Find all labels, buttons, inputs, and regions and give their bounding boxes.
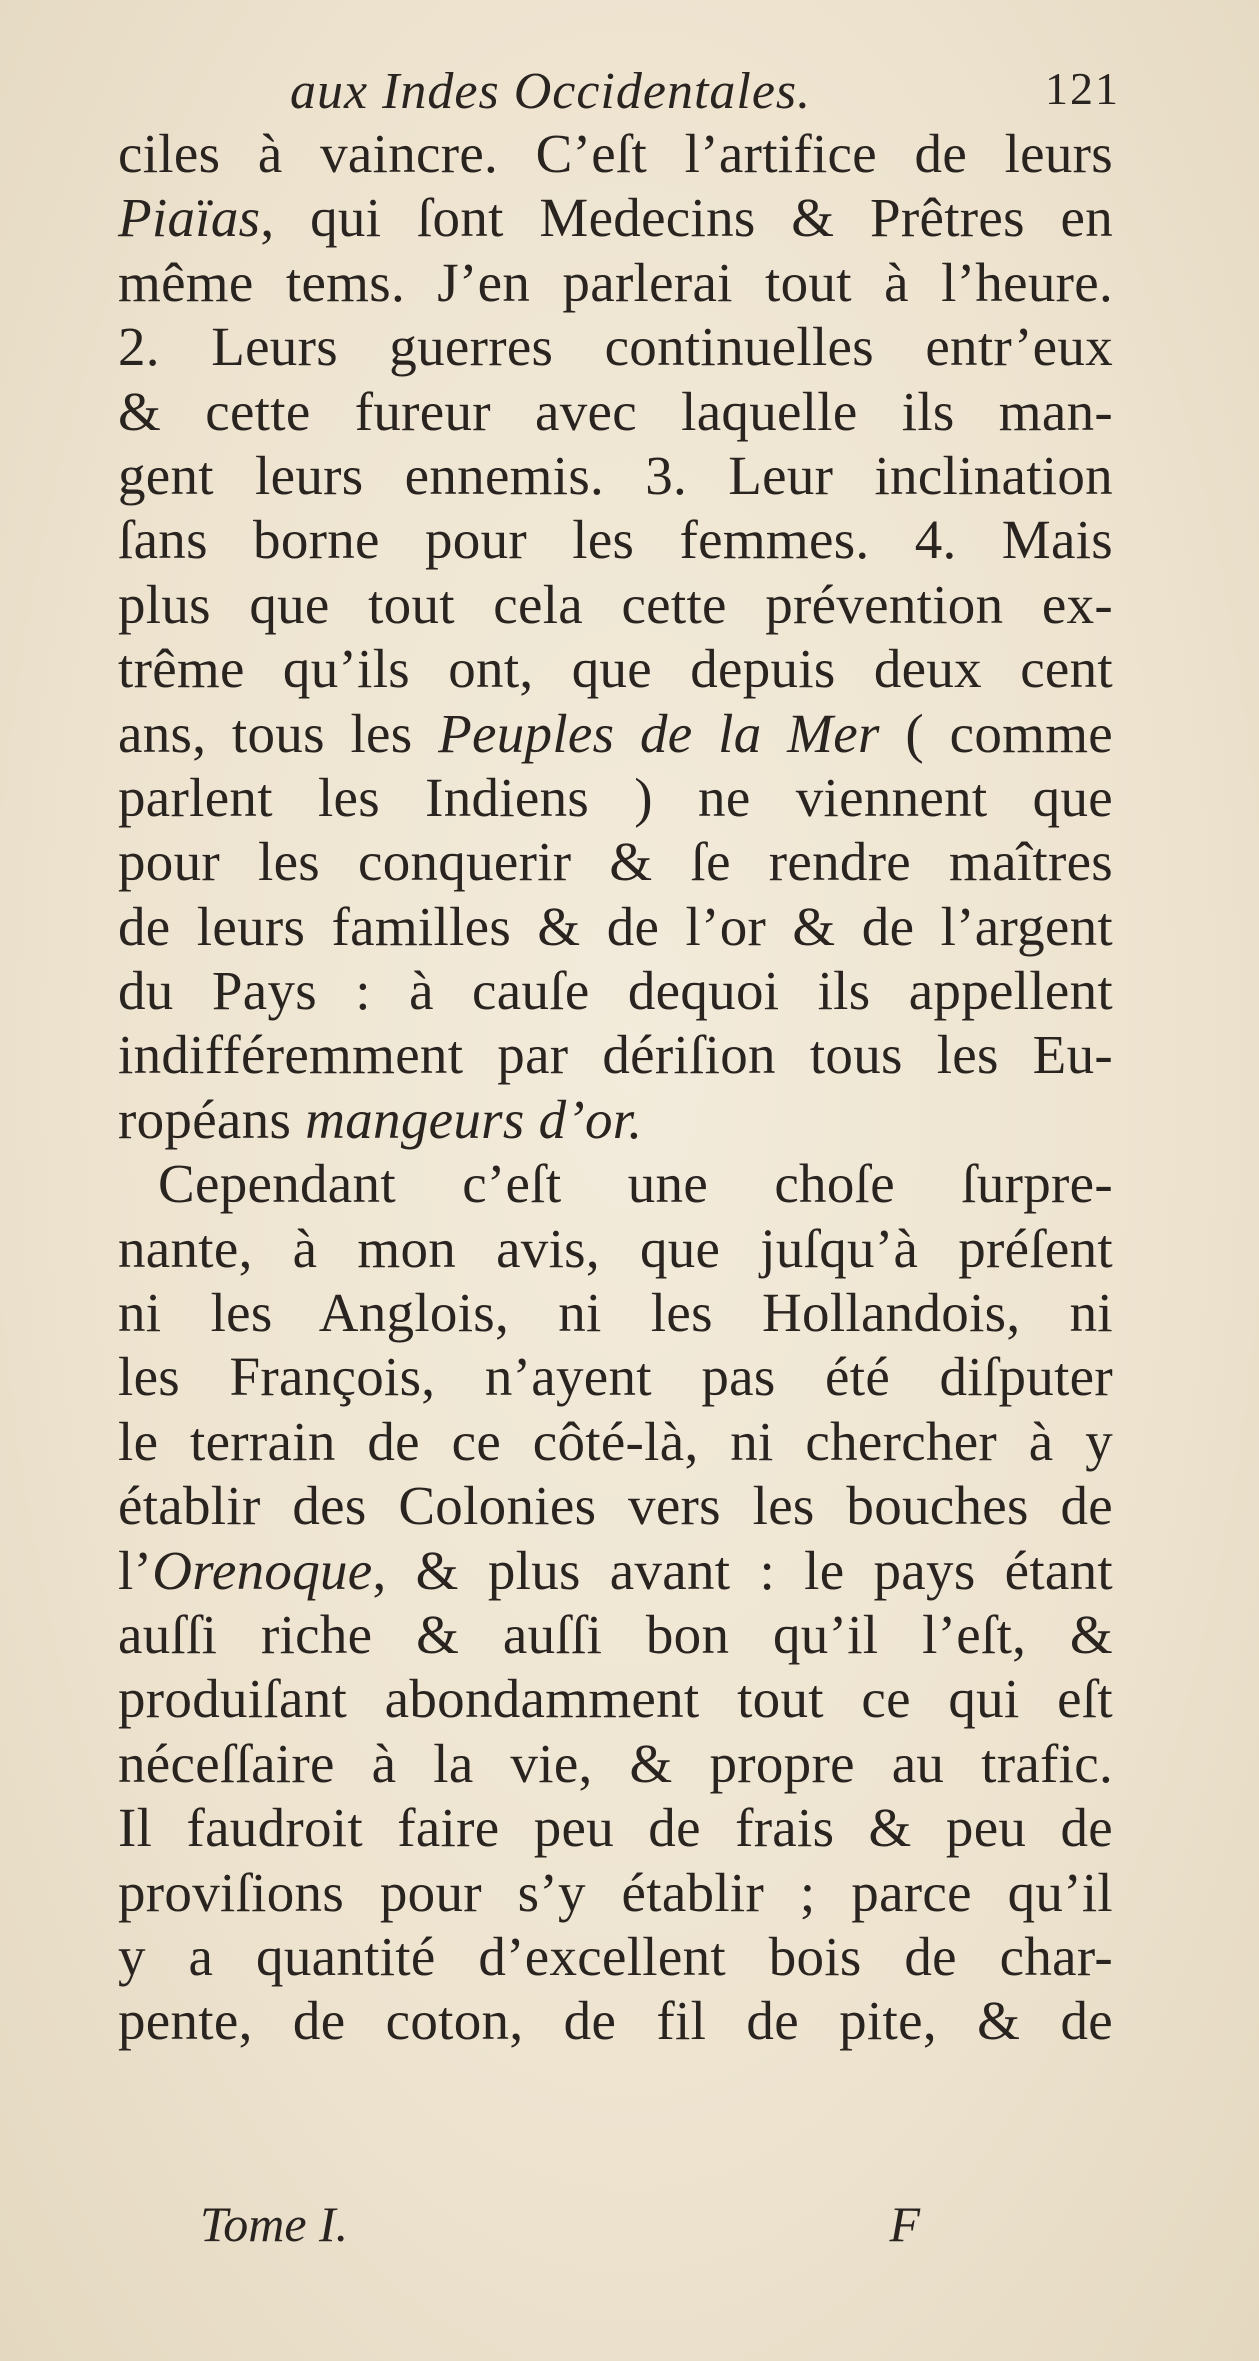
page-number: 121: [1045, 63, 1120, 114]
text-segment: établir des Colonies vers les bouches de: [118, 1475, 1113, 1537]
text-line: [118, 508, 1113, 572]
text-segment: , & plus avant : le pays étant: [372, 1539, 1113, 1601]
italic-text: mangeurs d’or.: [305, 1088, 643, 1150]
italic-text: Orenoque: [152, 1539, 373, 1601]
text-line: [118, 1989, 1113, 2053]
text-line: [118, 1539, 1113, 1603]
text-segment: trême qu’ils ont, que depuis deux cent: [118, 638, 1113, 700]
text-segment: ſans borne pour les femmes. 4. Mais: [118, 509, 1113, 571]
text-segment: Cependant c’eſt une choſe ſurpre-: [158, 1153, 1113, 1215]
text-segment: ciles à vaincre. C’eſt l’artifice de leurs: [118, 123, 1113, 184]
text-line: [118, 1796, 1113, 1860]
text-line: [118, 830, 1113, 894]
text-segment: y a quantité d’excellent bois de char-: [118, 1925, 1113, 1987]
text-line: [118, 573, 1113, 637]
text-line: [118, 1023, 1113, 1087]
text-line: [118, 766, 1113, 830]
text-segment: de leurs familles & de l’or & de l’argent: [118, 895, 1113, 957]
running-title: aux Indes Occidentales.: [290, 63, 812, 120]
text-line: [118, 702, 1113, 766]
text-segment: plus que tout cela cette prévention ex-: [118, 573, 1113, 635]
text-segment: même tems. J’en parlerai tout à l’heure.: [118, 251, 1113, 313]
italic-text: Peuples de la Mer: [438, 702, 880, 764]
text-segment: , qui ſont Medecins & Prêtres en: [260, 187, 1113, 249]
text-segment: pour les conquerir & ſe rendre maîtres: [118, 831, 1113, 893]
text-segment: produiſant abondamment tout ce qui eſt: [118, 1668, 1113, 1730]
text-line: [118, 1088, 1113, 1152]
text-line: [118, 315, 1113, 379]
text-segment: ( comme: [879, 702, 1114, 764]
body-text: [118, 122, 1113, 2054]
text-line: [118, 959, 1113, 1023]
text-segment: ni les Anglois, ni les Hollandois, ni: [118, 1282, 1113, 1344]
text-line: [118, 1474, 1113, 1538]
text-line: [118, 122, 1113, 186]
text-segment: parlent les Indiens ) ne viennent que: [118, 766, 1113, 828]
text-segment: & cette fureur avec laquelle ils man-: [118, 380, 1113, 442]
text-segment: Il faudroit faire peu de frais & peu de: [118, 1797, 1113, 1859]
text-line: [118, 1410, 1113, 1474]
italic-text: Piaïas: [118, 187, 261, 249]
text-segment: l’: [118, 1539, 153, 1601]
text-line: [118, 1861, 1113, 1925]
text-line: [118, 251, 1113, 315]
text-segment: indifféremment par dériſion tous les Eu-: [118, 1024, 1113, 1086]
text-line: [118, 637, 1113, 701]
text-segment: auſſi riche & auſſi bon qu’il l’eſt, &: [118, 1603, 1113, 1665]
text-segment: nante, à mon avis, que juſqu’à préſent: [118, 1217, 1113, 1279]
signature-mark: F: [889, 2196, 920, 2252]
text-segment: du Pays : à cauſe dequoi ils appellent: [118, 960, 1113, 1022]
text-segment: gent leurs ennemis. 3. Leur inclination: [118, 444, 1113, 506]
text-line: [118, 1667, 1113, 1731]
text-line: [118, 895, 1113, 959]
text-line: [118, 1732, 1113, 1796]
text-line: [118, 1345, 1113, 1409]
text-line: [118, 1152, 1113, 1216]
text-line: [118, 1217, 1113, 1281]
text-segment: ans, tous les: [118, 702, 439, 764]
text-segment: pente, de coton, de fil de pite, & de: [118, 1990, 1113, 2052]
text-line: [118, 380, 1113, 444]
text-line: [118, 1603, 1113, 1667]
text-segment: les François, n’ayent pas été diſputer: [118, 1346, 1113, 1408]
text-segment: proviſions pour s’y établir ; parce qu’il: [118, 1861, 1113, 1923]
text-segment: ropéans: [118, 1088, 306, 1150]
text-segment: le terrain de ce côté-là, ni chercher à y: [118, 1410, 1113, 1472]
text-line: [118, 1925, 1113, 1989]
text-segment: 2. Leurs guerres continuelles entr’eux: [118, 316, 1113, 378]
page-footer: [200, 2195, 920, 2265]
text-line: [118, 186, 1113, 250]
volume-label: Tome I.: [200, 2196, 349, 2252]
text-line: [118, 444, 1113, 508]
text-segment: néceſſaire à la vie, & propre au trafic.: [118, 1732, 1113, 1794]
text-line: [118, 1281, 1113, 1345]
